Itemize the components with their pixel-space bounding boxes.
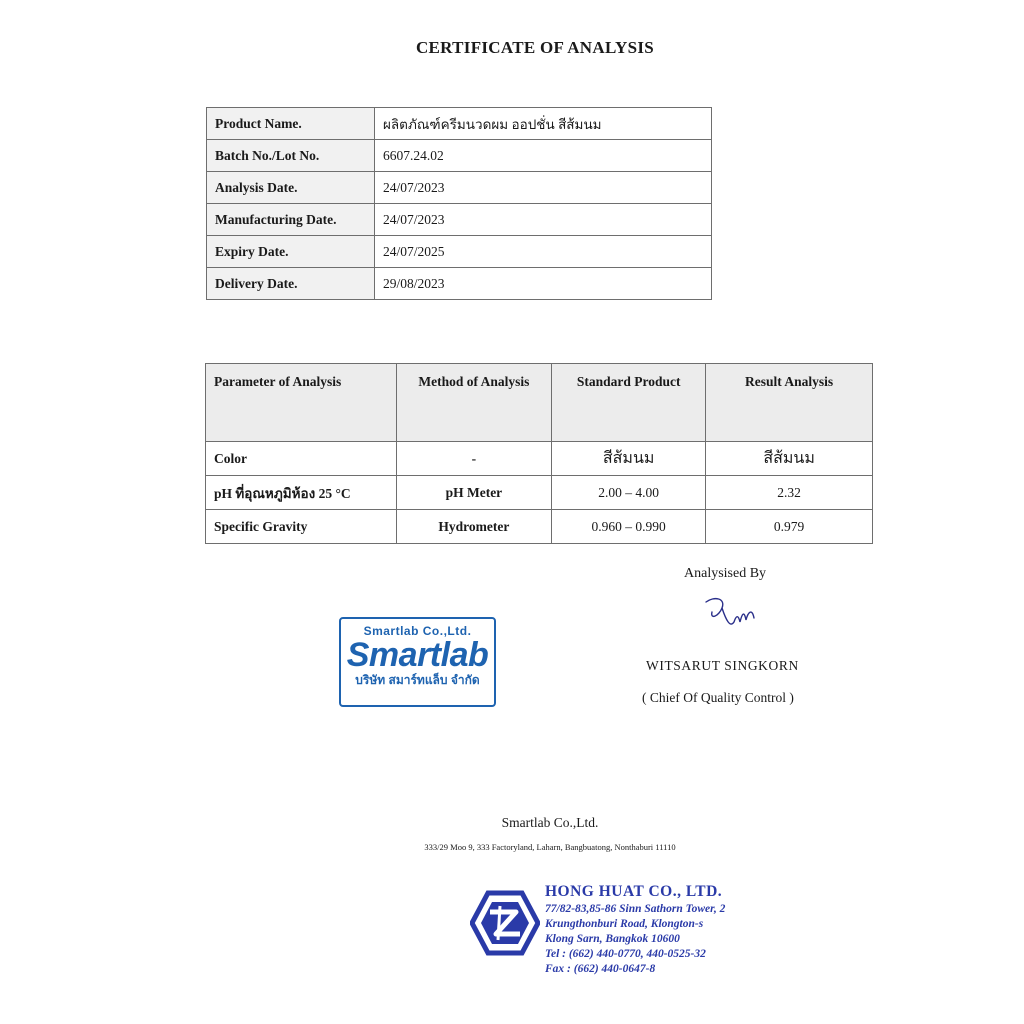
info-row-analysis-date bbox=[207, 172, 712, 204]
analysis-header-row bbox=[206, 364, 873, 442]
stamp-line-2: Smartlab bbox=[346, 636, 489, 674]
info-label: Delivery Date. bbox=[207, 268, 375, 300]
info-row-manufacturing-date bbox=[207, 204, 712, 236]
hong-huat-logo-icon bbox=[470, 890, 540, 956]
info-row-batch-no bbox=[207, 140, 712, 172]
info-value: ผลิตภัณฑ์ครีมนวดผม ออปชั่น สีส้มนม bbox=[375, 108, 712, 140]
standard-cell: 0.960 – 0.990 bbox=[552, 510, 706, 544]
header-result: Result Analysis bbox=[706, 364, 873, 442]
product-info-table bbox=[206, 107, 712, 300]
distributor-address-line: 77/82-83,85-86 Sinn Sathorn Tower, 2 bbox=[545, 903, 726, 915]
analysis-table bbox=[205, 363, 873, 544]
info-value: 6607.24.02 bbox=[375, 140, 712, 172]
handwritten-signature bbox=[700, 592, 760, 636]
distributor-fax: Fax : (662) 440-0647-8 bbox=[545, 963, 656, 975]
header-method: Method of Analysis bbox=[396, 364, 551, 442]
signatory-title: ( Chief Of Quality Control ) bbox=[642, 690, 794, 705]
method-cell: pH Meter bbox=[396, 476, 551, 510]
info-label: Batch No./Lot No. bbox=[207, 140, 375, 172]
distributor-block bbox=[545, 882, 725, 977]
info-row-expiry-date bbox=[207, 236, 712, 268]
info-row-delivery-date bbox=[207, 268, 712, 300]
analysis-row-specific-gravity bbox=[206, 510, 873, 544]
info-label: Product Name. bbox=[207, 108, 375, 140]
distributor-tel: Tel : (662) 440-0770, 440-0525-32 bbox=[545, 948, 706, 960]
info-value: 24/07/2023 bbox=[375, 204, 712, 236]
company-name: Smartlab Co.,Ltd. bbox=[501, 815, 599, 830]
info-label: Expiry Date. bbox=[207, 236, 375, 268]
info-value: 24/07/2025 bbox=[375, 236, 712, 268]
info-label: Analysis Date. bbox=[207, 172, 375, 204]
method-cell: Hydrometer bbox=[396, 510, 551, 544]
info-value: 29/08/2023 bbox=[375, 268, 712, 300]
standard-cell: 2.00 – 4.00 bbox=[552, 476, 706, 510]
result-cell: 2.32 bbox=[706, 476, 873, 510]
company-address: 333/29 Moo 9, 333 Factoryland, Laharn, Bangbuatong, Nonthaburi 11110 bbox=[424, 842, 676, 852]
info-label: Manufacturing Date. bbox=[207, 204, 375, 236]
header-standard: Standard Product bbox=[552, 364, 706, 442]
result-cell: สีส้มนม bbox=[706, 442, 873, 476]
document-title: CERTIFICATE OF ANALYSIS bbox=[415, 38, 655, 57]
distributor-name: HONG HUAT CO., LTD. bbox=[545, 883, 723, 900]
parameter-cell: pH ที่อุณหภูมิห้อง 25 °C bbox=[206, 476, 397, 510]
signatory-name: WITSARUT SINGKORN bbox=[646, 658, 799, 673]
info-value: 24/07/2023 bbox=[375, 172, 712, 204]
standard-cell: สีส้มนม bbox=[552, 442, 706, 476]
distributor-address-line: Klong Sarn, Bangkok 10600 bbox=[545, 933, 680, 945]
parameter-cell: Color bbox=[206, 442, 397, 476]
header-parameter: Parameter of Analysis bbox=[206, 364, 397, 442]
analysis-row-color bbox=[206, 442, 873, 476]
analysed-by-label: Analysised By bbox=[684, 566, 767, 581]
method-cell: - bbox=[396, 442, 551, 476]
result-cell: 0.979 bbox=[706, 510, 873, 544]
distributor-address-line: Krungthonburi Road, Klongton-s bbox=[545, 918, 704, 930]
smartlab-stamp bbox=[339, 617, 496, 707]
parameter-cell: Specific Gravity bbox=[206, 510, 397, 544]
stamp-line-3: บริษัท สมาร์ทแล็บ จำกัด bbox=[355, 673, 480, 687]
stamp-line-1: Smartlab Co.,Ltd. bbox=[363, 624, 472, 638]
analysis-row-ph bbox=[206, 476, 873, 510]
info-row-product-name bbox=[207, 108, 712, 140]
